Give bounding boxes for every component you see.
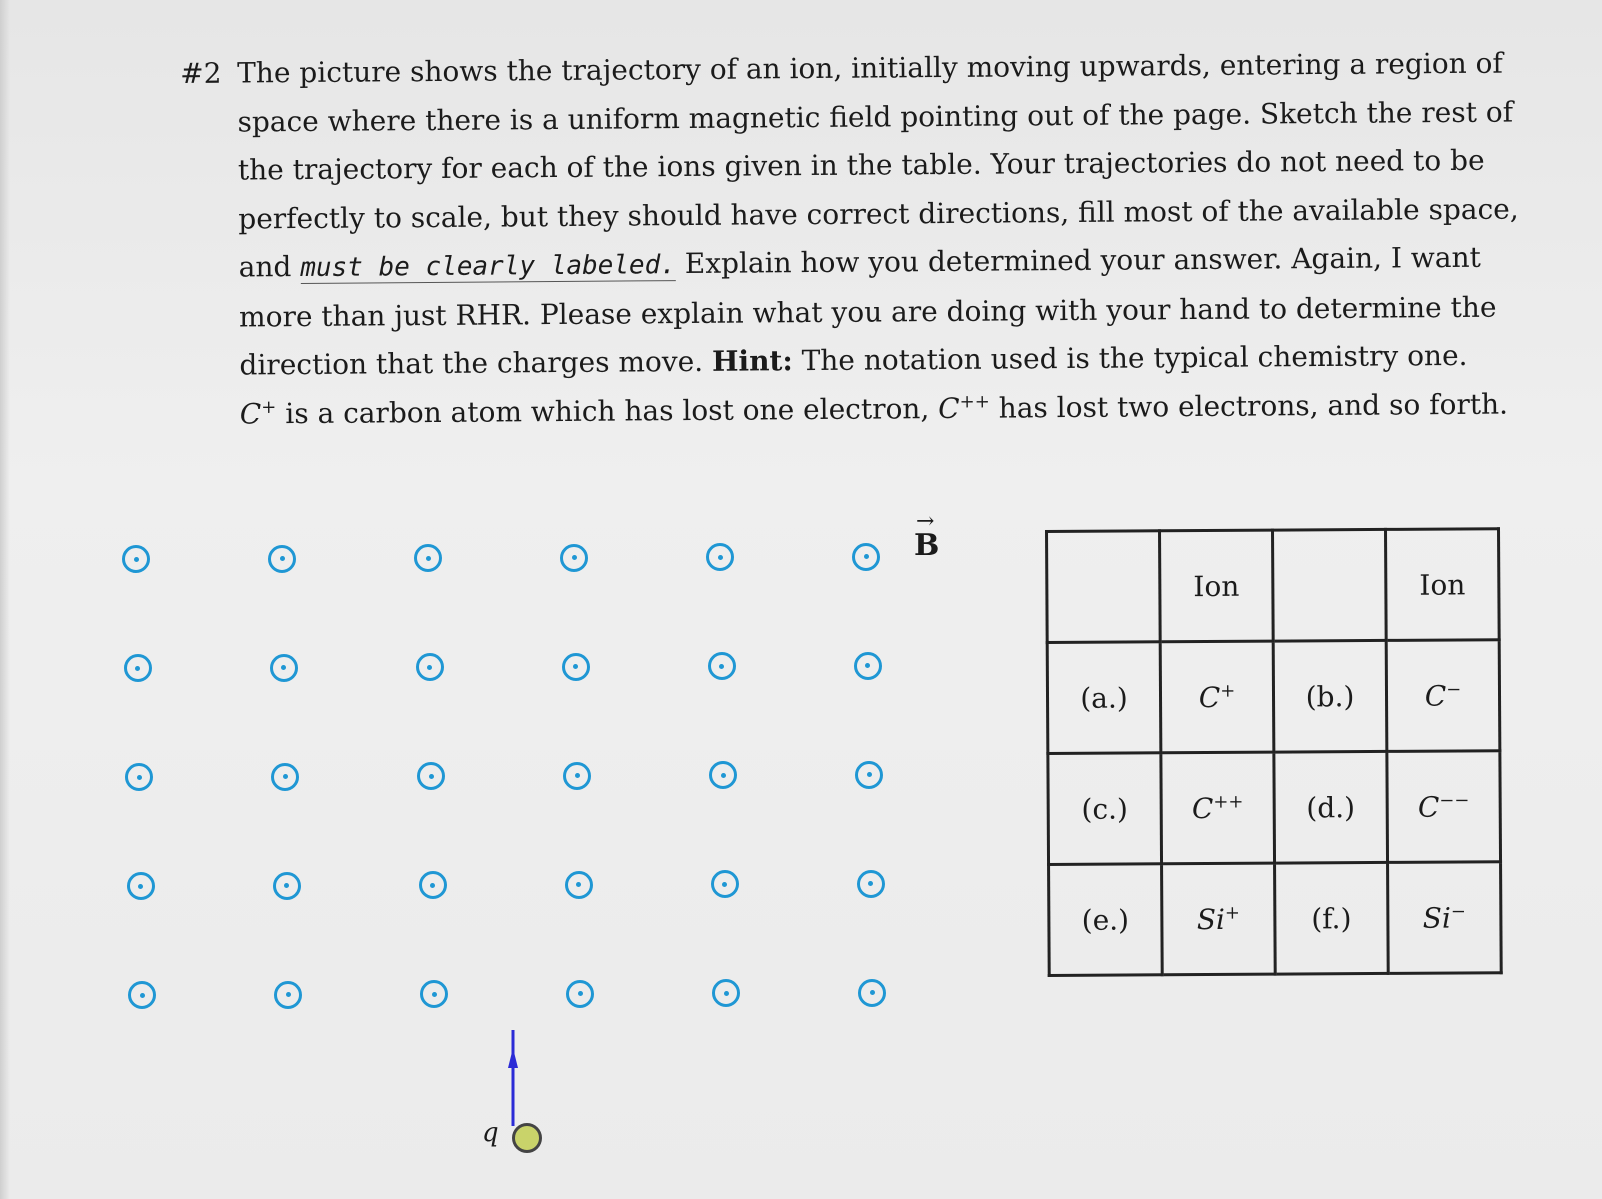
out-of-page-dot-icon — [711, 870, 739, 898]
line8-mid: is a carbon atom which has lost one electron, — [285, 391, 930, 430]
charge-label: q — [482, 1118, 499, 1148]
ion-cell: Si+ — [1162, 863, 1276, 975]
c-plus-sup: + — [261, 396, 277, 418]
hint-label: Hint: — [711, 344, 793, 378]
field-label-text: B — [914, 528, 940, 563]
field-label-b — [914, 509, 940, 563]
out-of-page-dot-icon — [420, 980, 448, 1008]
out-of-page-dot-icon — [127, 872, 155, 900]
out-of-page-dot-icon — [854, 652, 882, 680]
out-of-page-dot-icon — [268, 545, 296, 573]
out-of-page-dot-icon — [852, 543, 880, 571]
part-label-cell: (b.) — [1273, 640, 1387, 752]
out-of-page-dot-icon — [273, 872, 301, 900]
table-header-cell — [1047, 531, 1161, 643]
table-header-row — [1047, 529, 1500, 643]
line8-end: has lost two electrons, and so forth. — [998, 387, 1509, 425]
table-header-cell: Ion — [1160, 530, 1274, 642]
ion-cell: C−− — [1387, 751, 1501, 863]
c-plusplus-letter: C — [938, 391, 960, 425]
out-of-page-dot-icon — [414, 544, 442, 572]
out-of-page-dot-icon — [858, 979, 886, 1007]
out-of-page-dot-icon — [124, 654, 152, 682]
out-of-page-dot-icon — [271, 763, 299, 791]
table-header-cell: Ion — [1386, 529, 1500, 641]
out-of-page-dot-icon — [855, 761, 883, 789]
part-label-cell: (c.) — [1048, 753, 1162, 865]
part-label-cell: (a.) — [1047, 642, 1161, 754]
ion-cell: C+ — [1160, 641, 1274, 753]
out-of-page-dot-icon — [565, 871, 593, 899]
ion-charge-icon — [512, 1123, 542, 1153]
out-of-page-dot-icon — [560, 544, 588, 572]
part-label-cell: (e.) — [1049, 864, 1163, 976]
line7-post: The notation used is the typical chemistry one. — [801, 338, 1468, 378]
c-plusplus-sup: ++ — [959, 390, 990, 413]
out-of-page-dot-icon — [709, 761, 737, 789]
line7-pre: direction that the charges move. — [239, 344, 704, 382]
vector-arrow-icon: → — [916, 509, 935, 534]
ion-cell: C− — [1386, 640, 1500, 752]
out-of-page-dot-icon — [706, 543, 734, 571]
line5-pre: and — [238, 250, 292, 284]
out-of-page-dot-icon — [708, 652, 736, 680]
out-of-page-dot-icon — [125, 763, 153, 791]
problem-line-1: The picture shows the trajectory of an ion, initially moving upwards, entering a region of — [237, 46, 1503, 90]
problem-line-6: more than just RHR. Please explain what you are doing with your hand to determine the — [238, 290, 1497, 334]
out-of-page-dot-icon — [128, 981, 156, 1009]
problem-number: #2 — [180, 56, 222, 90]
out-of-page-dot-icon — [566, 980, 594, 1008]
table-row — [1048, 751, 1501, 865]
ion-table-body — [1047, 529, 1502, 976]
out-of-page-dot-icon — [417, 762, 445, 790]
problem-line-3: the trajectory for each of the ions given in the table. Your trajectories do not need to be — [237, 143, 1485, 187]
out-of-page-dot-icon — [270, 654, 298, 682]
table-row — [1049, 862, 1502, 976]
out-of-page-dot-icon — [419, 871, 447, 899]
part-label-cell: (f.) — [1275, 862, 1389, 974]
out-of-page-dot-icon — [122, 545, 150, 573]
out-of-page-dot-icon — [274, 981, 302, 1009]
ion-cell: Si− — [1388, 862, 1502, 974]
out-of-page-dot-icon — [416, 653, 444, 681]
problem-line-2: space where there is a uniform magnetic field pointing out of the page. Sketch the rest of — [237, 95, 1514, 139]
ion-table — [1045, 527, 1503, 977]
table-row — [1047, 640, 1500, 754]
out-of-page-dot-icon — [712, 979, 740, 1007]
out-of-page-dot-icon — [562, 653, 590, 681]
out-of-page-dot-icon — [857, 870, 885, 898]
out-of-page-dot-icon — [563, 762, 591, 790]
velocity-arrow-icon — [505, 1028, 521, 1128]
ion-cell: C++ — [1161, 752, 1275, 864]
c-plus-letter: C — [239, 396, 262, 431]
part-label-cell: (d.) — [1274, 751, 1388, 863]
table-header-cell — [1273, 529, 1387, 641]
emphasis-labeled: must be clearly labeled. — [300, 250, 677, 284]
problem-line-4: perfectly to scale, but they should have correct directions, fill most of the available space, — [238, 191, 1519, 236]
line5-post: Explain how you determined your answer. Again, I want — [684, 240, 1481, 281]
